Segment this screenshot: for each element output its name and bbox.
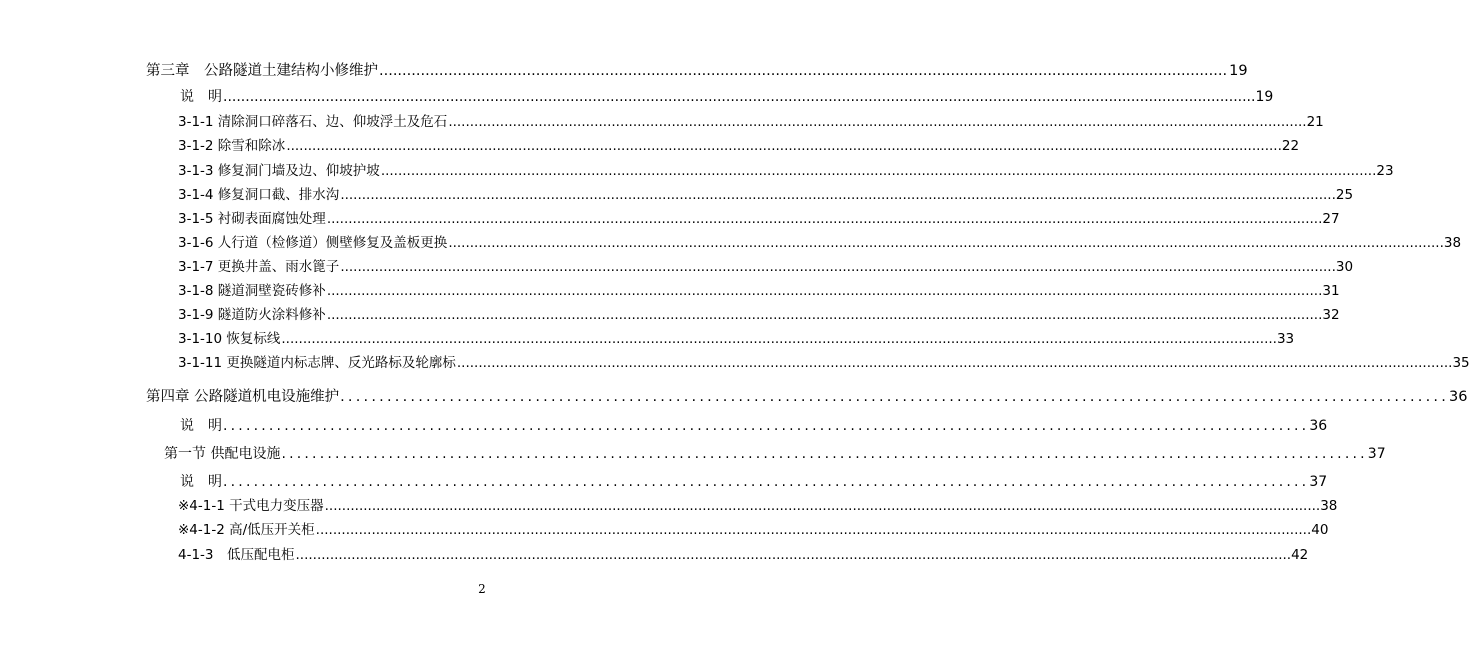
toc-item-3-1-10[interactable] bbox=[178, 329, 1295, 349]
toc-page-number: 42 bbox=[1291, 547, 1309, 563]
toc-entry-label: 3-1-4 修复洞口截、排水沟 bbox=[178, 187, 340, 203]
dot-leader: .............................................................................................................................................. bbox=[281, 446, 1368, 462]
dot-leader: ........................................................................................................................................................................................................................................ bbox=[326, 307, 1323, 323]
toc-page-number: 19 bbox=[1255, 89, 1274, 105]
toc-entry-label: 3-1-11 更换隧道内标志牌、反光路标及轮廓标 bbox=[178, 355, 456, 371]
toc-item-3-1-6[interactable] bbox=[178, 233, 1462, 253]
toc-item-3-1-9[interactable] bbox=[178, 305, 1340, 325]
toc-chapter-4[interactable] bbox=[146, 387, 1468, 407]
dot-leader: ........................................................................................................................................................................................ bbox=[379, 63, 1228, 79]
toc-chapter-3-intro[interactable] bbox=[180, 87, 1274, 107]
toc-page-number: 37 bbox=[1309, 474, 1328, 490]
dot-leader: .............................................................................................................................................. bbox=[223, 474, 1310, 490]
toc-page-number: 32 bbox=[1322, 307, 1340, 323]
toc-item-3-1-2[interactable] bbox=[178, 136, 1300, 156]
dot-leader: .............................................................................................................................................. bbox=[223, 418, 1310, 434]
toc-item-3-1-1[interactable] bbox=[178, 112, 1324, 132]
toc-item-3-1-7[interactable] bbox=[178, 257, 1354, 277]
toc-entry-label: 3-1-8 隧道洞壁瓷砖修补 bbox=[178, 283, 326, 299]
toc-entry-label: ※4-1-1 干式电力变压器 bbox=[178, 498, 324, 514]
toc-section-1-intro[interactable] bbox=[180, 472, 1328, 492]
toc-page-number: 27 bbox=[1322, 211, 1340, 227]
toc-page-number: 23 bbox=[1376, 163, 1394, 179]
dot-leader: ........................................................................................................................................................................................................................................ bbox=[380, 163, 1377, 179]
dot-leader: ........................................................................................................................................................................................................................................ bbox=[340, 187, 1336, 203]
dot-leader: ........................................................................................................................................................................................................................................ bbox=[315, 522, 1312, 538]
dot-leader: ........................................................................................................................................................................................................................................ bbox=[456, 355, 1453, 371]
toc-entry-label: 3-1-1 清除洞口碎落石、边、仰坡浮土及危石 bbox=[178, 114, 448, 130]
toc-entry-label: 3-1-3 修复洞门墙及边、仰坡护坡 bbox=[178, 163, 380, 179]
toc-entry-label: 3-1-10 恢复标线 bbox=[178, 331, 281, 347]
toc-item-3-1-8[interactable] bbox=[178, 281, 1340, 301]
toc-item-4-1-2[interactable] bbox=[178, 520, 1329, 540]
toc-item-3-1-4[interactable] bbox=[178, 185, 1354, 205]
toc-page-number: 36 bbox=[1309, 418, 1328, 434]
toc-entry-label: 第一节 供配电设施 bbox=[164, 446, 281, 462]
toc-page-number: 31 bbox=[1322, 283, 1340, 299]
toc-page-number: 38 bbox=[1320, 498, 1338, 514]
dot-leader: ........................................................................................................................................................................................................................................ bbox=[326, 211, 1323, 227]
dot-leader: ........................................................................................................................................................................................................................................ bbox=[223, 89, 1256, 105]
page-footer-number: 2 bbox=[478, 582, 486, 596]
toc-item-3-1-5[interactable] bbox=[178, 209, 1340, 229]
toc-chapter-4-intro[interactable] bbox=[180, 416, 1328, 436]
dot-leader: ........................................................................................................................................................................................................................................ bbox=[324, 498, 1321, 514]
toc-item-4-1-1[interactable] bbox=[178, 496, 1338, 516]
dot-leader: ........................................................................................................................................................................................................................................ bbox=[340, 259, 1336, 275]
toc-entry-label: 说 明 bbox=[180, 418, 222, 434]
toc-page-number: 33 bbox=[1276, 331, 1295, 347]
toc-page-number: 25 bbox=[1335, 187, 1354, 203]
toc-chapter-3[interactable] bbox=[146, 61, 1248, 81]
toc-entry-label: 第三章 公路隧道土建结构小修维护 bbox=[146, 63, 378, 79]
toc-page-number: 38 bbox=[1443, 235, 1462, 251]
toc-page-number: 36 bbox=[1449, 389, 1468, 405]
toc-page-number: 21 bbox=[1306, 114, 1324, 130]
toc-page-number: 37 bbox=[1367, 446, 1386, 462]
dot-leader: ........................................................................................................................................................................................................................................ bbox=[286, 138, 1282, 154]
toc-entry-label: 3-1-6 人行道（检修道）侧壁修复及盖板更换 bbox=[178, 235, 448, 251]
toc-entry-label: 3-1-5 衬砌表面腐蚀处理 bbox=[178, 211, 326, 227]
dot-leader: ........................................................................................................................................................................................................................................ bbox=[295, 547, 1292, 563]
toc-item-3-1-3[interactable] bbox=[178, 161, 1394, 181]
toc-page-number: 35 bbox=[1452, 355, 1470, 371]
toc-page-number: 40 bbox=[1311, 522, 1329, 538]
dot-leader: ........................................................................................................................................................................................................................................ bbox=[448, 235, 1444, 251]
toc-entry-label: 3-1-9 隧道防火涂料修补 bbox=[178, 307, 326, 323]
dot-leader: ........................................................................................................................................................................................................................................ bbox=[281, 331, 1277, 347]
toc-entry-label: 说 明 bbox=[180, 89, 222, 105]
toc-item-3-1-11[interactable] bbox=[178, 353, 1470, 373]
toc-entry-label: 4-1-3 低压配电柜 bbox=[178, 547, 295, 563]
toc-section-1[interactable] bbox=[164, 444, 1386, 464]
toc-entry-label: ※4-1-2 高/低压开关柜 bbox=[178, 522, 315, 538]
toc-page-number: 30 bbox=[1335, 259, 1354, 275]
toc-page-number: 19 bbox=[1229, 63, 1248, 79]
toc-entry-label: 第四章 公路隧道机电设施维护 bbox=[146, 389, 340, 405]
toc-entry-label: 3-1-2 除雪和除冰 bbox=[178, 138, 286, 154]
toc-page-number: 22 bbox=[1281, 138, 1300, 154]
dot-leader: .............................................................................................................................................. bbox=[340, 389, 1450, 405]
dot-leader: ........................................................................................................................................................................................................ bbox=[448, 114, 1307, 130]
toc-entry-label: 说 明 bbox=[180, 474, 222, 490]
dot-leader: ........................................................................................................................................................................................................................................ bbox=[326, 283, 1323, 299]
toc-item-4-1-3[interactable] bbox=[178, 545, 1309, 565]
toc-entry-label: 3-1-7 更换井盖、雨水篦子 bbox=[178, 259, 340, 275]
